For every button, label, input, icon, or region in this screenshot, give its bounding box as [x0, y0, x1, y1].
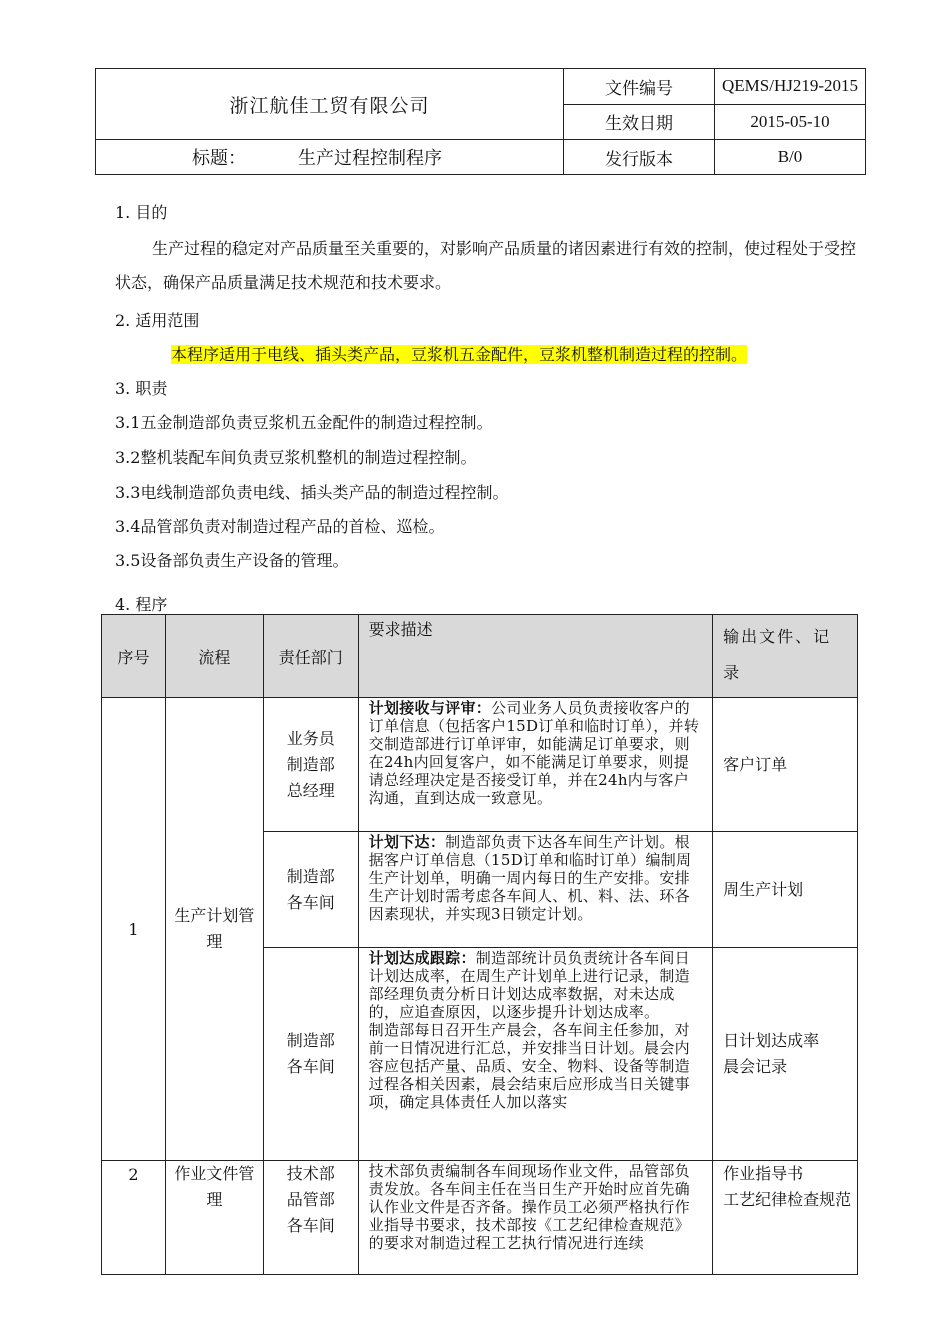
row-dept: 制造部 各车间: [263, 832, 358, 948]
table-header-row: [102, 615, 858, 698]
section-2-body-line: [115, 338, 861, 372]
row-output: 客户订单: [713, 698, 858, 832]
row-desc-text: 公司业务人员负责接收客户的订单信息（包括客户15D订单和临时订单），并转交制造部进行订单评审，如能满足订单要求，则在24h内回复客户，如不能满足订单要求，则提请总经理决定是否接受订单，并在24h内与客户沟通，直到达成一致意见。: [368, 699, 700, 807]
row-desc: [358, 1161, 712, 1275]
date-label: 生效日期: [564, 104, 715, 140]
section-4-heading: 4. 程序: [115, 595, 168, 614]
row-process: 生产计划管理: [165, 698, 263, 1161]
row-process: 作业文件管理: [165, 1161, 263, 1275]
col-header-dept: 责任部门: [263, 615, 358, 698]
row-desc: [358, 832, 712, 948]
row-output: 作业指导书 工艺纪律检查规范: [713, 1161, 858, 1275]
row-desc: [358, 948, 712, 1161]
version-value: B/0: [715, 140, 866, 175]
row-desc: [358, 698, 712, 832]
section-2-heading: 2. 适用范围: [115, 311, 200, 330]
section-2-body: 本程序适用于电线、插头类产品，豆浆机五金配件，豆浆机整机制造过程的控制。: [171, 345, 748, 364]
row-desc-title: 计划达成跟踪：: [368, 949, 476, 967]
row-dept: 技术部 品管部 各车间: [263, 1161, 358, 1275]
row-dept: 业务员 制造部 总经理: [263, 698, 358, 832]
section-3-item: 3.5设备部负责生产设备的管理。: [115, 551, 349, 570]
row-desc-text: 制造部统计员负责统计各车间日计划达成率，在周生产计划单上进行记录，制造部经理负责分析日计划达成率数据，对未达成的，应追查原因，以逐步提升计划达成率。 制造部每日召开生产晨会，各车间主任参加，对前一日情况进行汇总，并安排当日计划。晨会内容应包括产量、品质、安全、物料、设备等制造过程各相关因素，晨会结束后应形成当日关键事项，确定具体责任人加以落实: [368, 949, 690, 1111]
section-3-heading: 3. 职责: [115, 379, 168, 398]
section-1-heading: 1. 目的: [115, 203, 168, 222]
col-header-process: 流程: [165, 615, 263, 698]
procedure-table: [101, 614, 858, 1275]
version-label: 发行版本: [564, 140, 715, 175]
document-title: 生产过程控制程序: [298, 148, 442, 169]
section-3-item: 3.2整机装配车间负责豆浆机整机的制造过程控制。: [115, 448, 477, 467]
row-desc-text: 制造部负责下达各车间生产计划。根据客户订单信息（15D订单和临时订单）编制周生产计划单，明确一周内每日的生产安排。安排生产计划时需考虑各车间人、机、料、法、环各因素现状，并实现3日锁定计划。: [368, 833, 692, 923]
section-3-item: 3.4品管部负责对制造过程产品的首检、巡检。: [115, 517, 445, 536]
row-output: 周生产计划: [713, 832, 858, 948]
row-no: 2: [102, 1161, 166, 1275]
document-header: [95, 68, 866, 175]
doc-no-label: 文件编号: [564, 69, 715, 105]
col-header-no: 序号: [102, 615, 166, 698]
col-header-desc: 要求描述: [358, 615, 712, 698]
row-output: 日计划达成率 晨会记录: [713, 948, 858, 1161]
table-row: [102, 698, 858, 832]
table-row: [102, 1161, 858, 1275]
title-label: 标题：: [192, 148, 246, 169]
section-1-body: 生产过程的稳定对产品质量至关重要的，对影响产品质量的诸因素进行有效的控制，使过程处于受控状态，确保产品质量满足技术规范和技术要求。: [115, 239, 857, 292]
row-dept: 制造部 各车间: [263, 948, 358, 1161]
row-desc-text: 技术部负责编制各车间现场作业文件，品管部负责发放。各车间主任在当日生产开始时应首先确认作业文件是否齐备。操作员工必须严格执行作业指导书要求，技术部按《工艺纪律检查规范》的要求对制造过程工艺执行情况进行连续: [368, 1162, 690, 1252]
row-desc-title: 计划下达：: [368, 833, 446, 851]
company-name: 浙江航佳工贸有限公司: [96, 69, 564, 140]
section-3-item: 3.1五金制造部负责豆浆机五金配件的制造过程控制。: [115, 413, 493, 432]
row-no: 1: [102, 698, 166, 1161]
date-value: 2015-05-10: [715, 104, 866, 140]
section-3-item: 3.3电线制造部负责电线、插头类产品的制造过程控制。: [115, 483, 509, 502]
col-header-output: 输出文件、记录: [713, 615, 858, 698]
title-cell: [96, 140, 564, 175]
row-desc-title: 计划接收与评审：: [368, 699, 492, 717]
doc-no-value: QEMS/HJ219-2015: [715, 69, 866, 105]
